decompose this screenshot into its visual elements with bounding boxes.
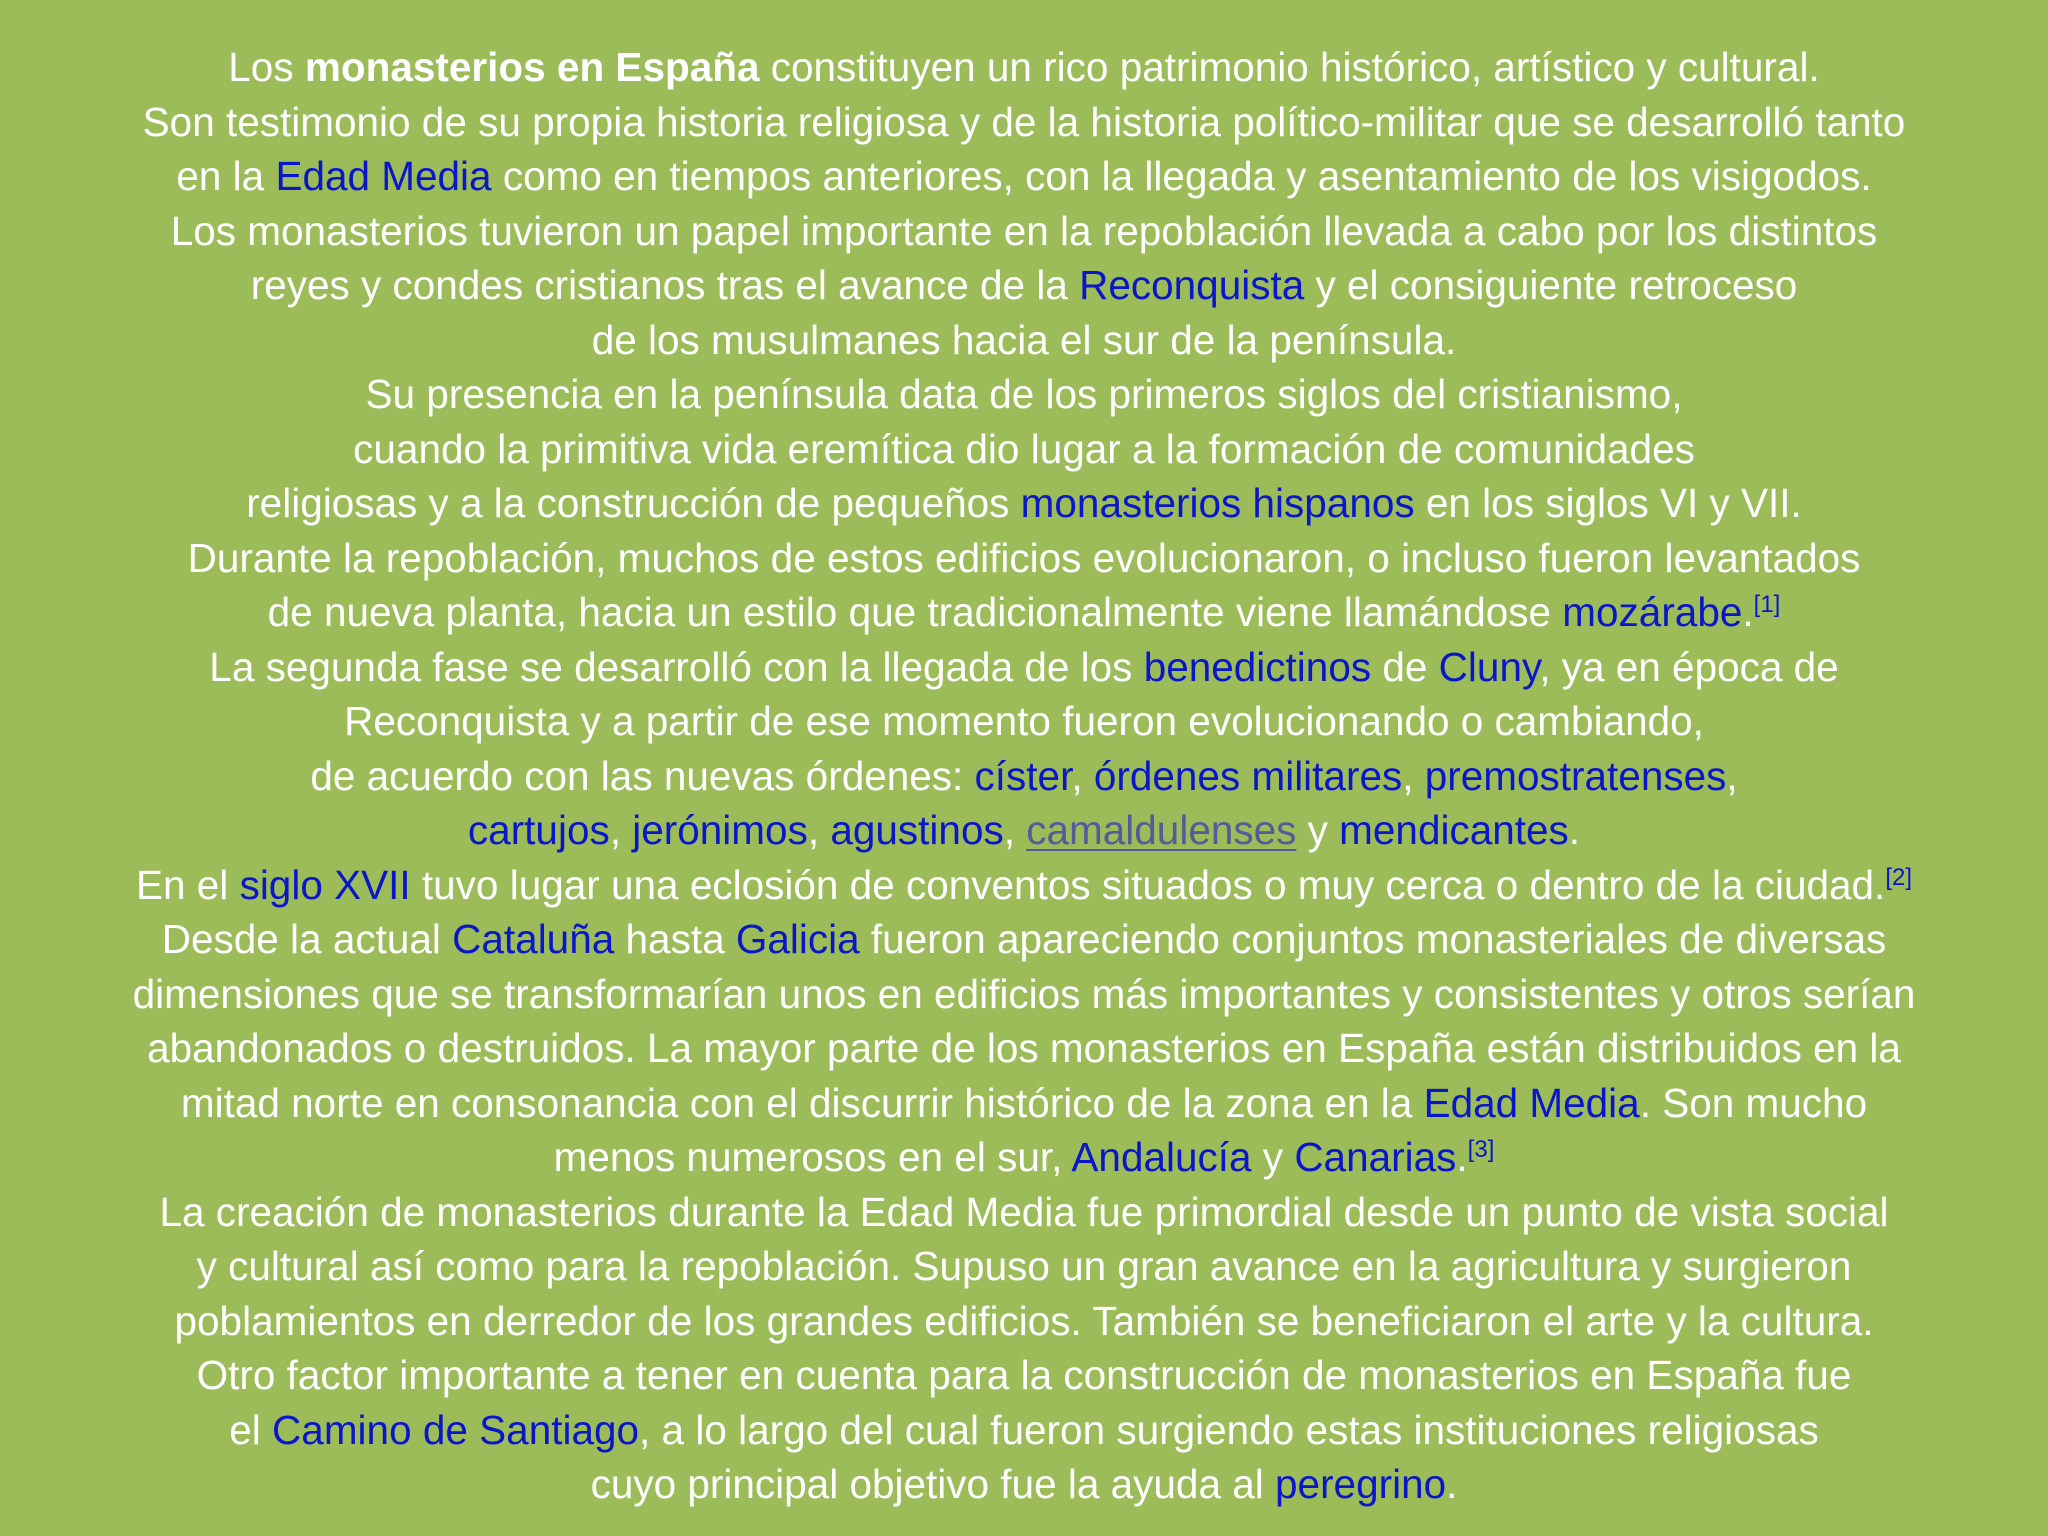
text-run: tuvo lugar una eclosión de conventos situados o muy cerca o dentro de la ciudad. [410, 861, 1886, 908]
text-run: religiosas y a la construcción de pequeños [246, 480, 1021, 526]
text-run: reyes y condes cristianos tras el avance de la [250, 262, 1080, 308]
text-run: y [1251, 1134, 1295, 1180]
text-run: dimensiones que se transformarían unos en edificios más importantes y consistentes y otros serían [132, 970, 1916, 1017]
text-line [0, 1076, 2048, 1131]
bold-term: monasterios en España [304, 44, 760, 90]
text-run: , [1071, 752, 1094, 799]
link-monasterios-hispanos[interactable]: monasterios hispanos [1020, 480, 1415, 526]
link-jeronimos[interactable]: jerónimos [632, 807, 808, 853]
text-run: Su presencia en la península data de los primeros siglos del cristianismo, [365, 371, 1683, 417]
link-reconquista[interactable]: Reconquista [1079, 262, 1305, 308]
text-run: , [807, 807, 831, 853]
link-camaldulenses[interactable]: camaldulenses [1026, 807, 1297, 853]
text-run: , a lo largo del cual fueron surgiendo estas instituciones religiosas [639, 1406, 1819, 1453]
link-agustinos[interactable]: agustinos [830, 807, 1004, 853]
text-line [0, 1185, 2048, 1240]
link-siglo-xvii[interactable]: siglo XVII [239, 861, 411, 908]
text-run: abandonados o destruidos. La mayor parte de los monasterios en España están distribuidos en la [147, 1025, 1901, 1071]
text-line [0, 1130, 2048, 1185]
text-run: y cultural así como para la repoblación. Supuso un gran avance en la agricultura y surgieron [196, 1243, 1852, 1289]
text-run: . [1742, 589, 1754, 635]
text-line [0, 640, 2048, 695]
text-run: fueron apareciendo conjuntos monasteriales de diversas [859, 916, 1887, 962]
text-line [0, 1457, 2048, 1512]
footnote-ref-label[interactable]: [1] [1753, 591, 1781, 618]
link-edad-media[interactable]: Edad Media [275, 153, 492, 199]
link-canarias[interactable]: Canarias [1294, 1134, 1457, 1180]
text-run: hasta [614, 916, 736, 962]
text-run: Otro factor importante a tener en cuenta para la construcción de monasterios en España fue [196, 1352, 1852, 1398]
text-line [0, 585, 2048, 640]
link-peregrino[interactable]: peregrino [1275, 1461, 1447, 1507]
text-line [0, 258, 2048, 313]
link-ordenes-militares[interactable]: órdenes militares [1093, 752, 1403, 799]
link-mendicantes[interactable]: mendicantes [1339, 807, 1569, 853]
text-run: Reconquista y a partir de ese momento fueron evolucionando o cambiando, [344, 698, 1704, 744]
text-line [0, 749, 2048, 804]
text-line [0, 476, 2048, 531]
text-run: de nueva planta, hacia un estilo que tradicionalmente viene llamándose [267, 589, 1563, 635]
footnote-ref[interactable] [1468, 1136, 1495, 1163]
text-run: Los [228, 44, 305, 90]
text-line [0, 694, 2048, 749]
text-run: Desde la actual [161, 916, 453, 962]
text-run: y [1296, 807, 1340, 853]
link-camino-de-santiago[interactable]: Camino de Santiago [272, 1406, 640, 1453]
footnote-ref-label[interactable]: [3] [1467, 1136, 1495, 1163]
text-run: , [609, 807, 633, 853]
footnote-ref[interactable] [1754, 591, 1781, 618]
text-line [0, 858, 2048, 913]
text-run: . [1456, 1134, 1468, 1180]
text-run: La creación de monasterios durante la Edad Media fue primordial desde un punto de vista social [159, 1188, 1889, 1235]
text-run: cuando la primitiva vida eremítica dio lugar a la formación de comunidades [353, 425, 1695, 472]
text-line [0, 422, 2048, 477]
text-line [0, 95, 2048, 150]
text-run: el [229, 1406, 273, 1453]
text-line [0, 149, 2048, 204]
text-line [0, 912, 2048, 967]
text-run: en los siglos VI y VII. [1414, 480, 1802, 526]
text-run: en la [176, 153, 276, 199]
text-run: cuyo principal objetivo fue la ayuda al [590, 1461, 1276, 1507]
text-run: Los monasterios tuvieron un papel importante en la repoblación llevada a cabo por los distintos [170, 207, 1878, 254]
text-run: , ya en época de [1539, 643, 1839, 690]
text-run: La segunda fase se desarrolló con la llegada de los [209, 643, 1144, 690]
text-line [0, 1403, 2048, 1458]
link-cluny[interactable]: Cluny [1438, 643, 1540, 690]
text-run: y el consiguiente retroceso [1304, 262, 1798, 308]
link-andalucia[interactable]: Andalucía [1071, 1134, 1252, 1180]
text-run: Son testimonio de su propia historia religiosa y de la historia político-militar que se desarrolló tanto [142, 98, 1906, 145]
link-premostratenses[interactable]: premostratenses [1424, 752, 1727, 799]
link-benedictinos[interactable]: benedictinos [1143, 643, 1372, 690]
text-line [0, 1239, 2048, 1294]
text-run: constituyen un rico patrimonio histórico, artístico y cultural. [759, 44, 1820, 90]
article-text [0, 40, 2048, 1512]
text-run: mitad norte en consonancia con el discurrir histórico de la zona en la [180, 1079, 1424, 1126]
text-line [0, 313, 2048, 368]
text-run: Durante la repoblación, muchos de estos edificios evolucionaron, o incluso fueron levantados [187, 534, 1861, 581]
text-line [0, 531, 2048, 586]
text-line [0, 367, 2048, 422]
text-run: de [1371, 643, 1439, 690]
text-line [0, 1021, 2048, 1076]
text-run: . Son mucho [1639, 1079, 1868, 1126]
text-run: , [1726, 752, 1738, 799]
text-run: En el [135, 861, 240, 908]
text-run: , [1402, 752, 1425, 799]
link-galicia[interactable]: Galicia [735, 916, 860, 962]
text-line [0, 1348, 2048, 1403]
text-line [0, 967, 2048, 1022]
link-edad-media[interactable]: Edad Media [1423, 1079, 1640, 1126]
link-cartujos[interactable]: cartujos [467, 807, 610, 853]
text-run: poblamientos en derredor de los grandes edificios. También se beneficiaron el arte y la cultura. [174, 1297, 1874, 1344]
text-run: menos numerosos en el sur, [553, 1134, 1072, 1180]
link-mozarabe[interactable]: mozárabe [1562, 589, 1743, 635]
text-run: de acuerdo con las nuevas órdenes: [310, 752, 975, 799]
text-line [0, 1294, 2048, 1349]
text-run: . [1568, 807, 1581, 853]
text-run: de los musulmanes hacia el sur de la península. [591, 316, 1457, 363]
text-run: . [1446, 1461, 1458, 1507]
text-run: , [1003, 807, 1027, 853]
text-line [0, 204, 2048, 259]
text-line [0, 803, 2048, 858]
link-cister[interactable]: císter [974, 752, 1072, 799]
text-run: como en tiempos anteriores, con la llegada y asentamiento de los visigodos. [491, 153, 1872, 199]
link-cataluna[interactable]: Cataluña [452, 916, 615, 962]
footnote-ref-label[interactable]: [2] [1885, 863, 1912, 891]
footnote-ref[interactable] [1885, 864, 1912, 891]
text-line [0, 40, 2048, 95]
